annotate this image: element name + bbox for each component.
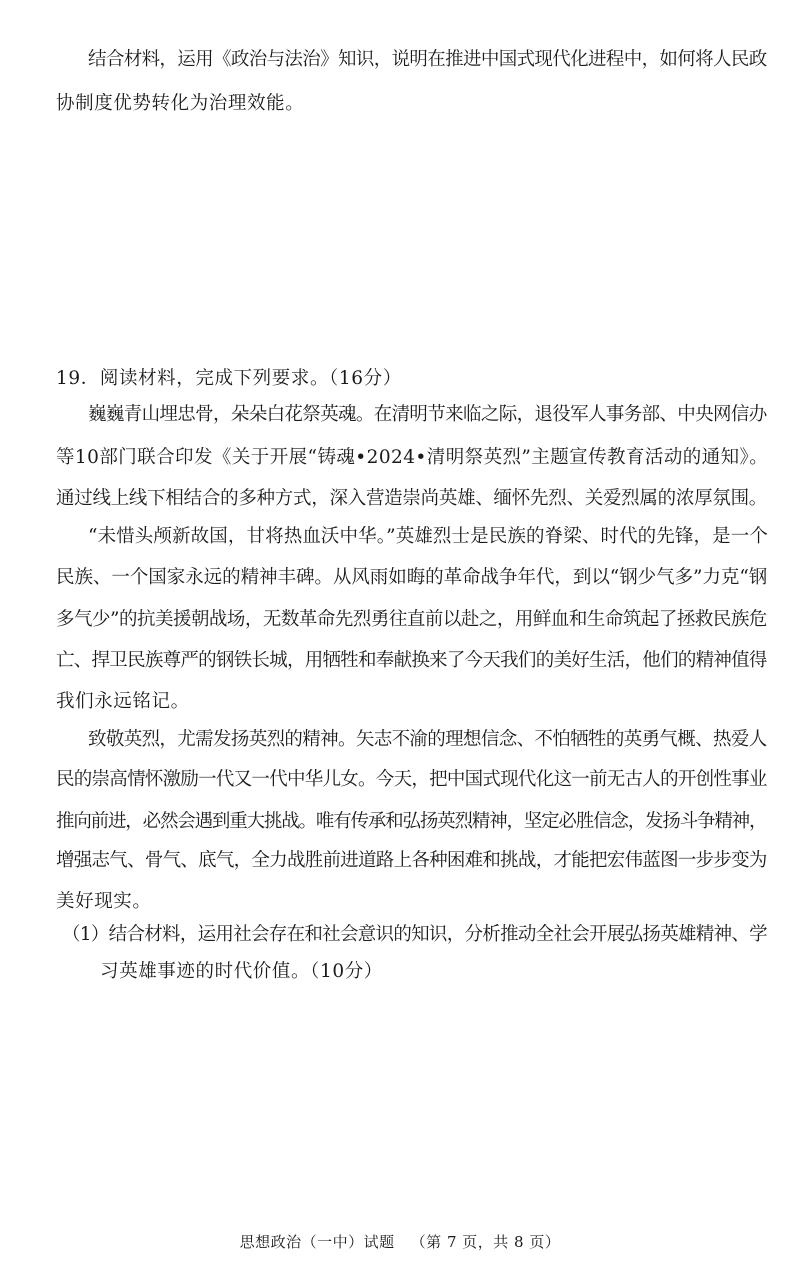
footer-subject: 思想政治（一中）试题 <box>239 1233 395 1251</box>
material-line-1: 巍巍青山埋忠骨，朵朵白花祭英魂。在清明节来临之际，退役军人事务部、中央网信办 <box>88 404 767 425</box>
material-line-2: 等10部门联合印发《关于开展“铸魂•2024•清明祭英烈”主题宣传教育活动的通知》。 <box>56 447 769 468</box>
sub-question-1-line-1: （1）结合材料，运用社会存在和社会意识的知识，分析推动全社会开展弘扬英雄精神、学 <box>62 924 767 945</box>
prev-question-line-1: 结合材料，运用《政治与法治》知识，说明在推进中国式现代化进程中，如何将人民政 <box>88 49 767 70</box>
material-line-8: 我们永远铭记。 <box>56 691 190 712</box>
material-line-7: 亡、捍卫民族尊严的钢铁长城，用牺牲和奉献换来了今天我们的美好生活，他们的精神值得 <box>56 650 767 671</box>
material-line-12: 增强志气、骨气、底气，全力战胜前进道路上各种困难和挑战，才能把宏伟蓝图一步步变为 <box>56 850 767 871</box>
material-line-5: 民族、一个国家永远的精神丰碑。从风雨如晦的革命战争年代，到以“钢少气多”力克“钢 <box>56 567 768 588</box>
footer-page-number: （第 7 页，共 8 页） <box>410 1233 561 1251</box>
material-line-3: 通过线上线下相结合的多种方式，深入营造崇尚英雄、缅怀先烈、关爱烈属的浓厚氛围。 <box>56 488 768 509</box>
material-line-9: 致敬英烈，尤需发扬英烈的精神。矢志不渝的理想信念、不怕牺牲的英勇气概、热爱人 <box>88 729 767 750</box>
material-line-13: 美好现实。 <box>56 891 152 912</box>
material-line-6: 多气少”的抗美援朝战场，无数革命先烈勇往直前以赴之，用鲜血和生命筑起了拯救民族危 <box>56 609 767 630</box>
question-19-header: 19．阅读材料，完成下列要求。（16分） <box>56 368 402 389</box>
material-line-4: “未惜头颅新故国，甘将热血沃中华。”英雄烈士是民族的脊梁、时代的先锋，是一个 <box>88 526 768 547</box>
page-footer <box>0 1232 800 1252</box>
sub-question-1-line-2: 习英雄事迹的时代价值。（10分） <box>100 961 383 982</box>
material-line-10: 民的崇高情怀激励一代又一代中华儿女。今天，把中国式现代化这一前无古人的开创性事业 <box>56 769 767 790</box>
material-line-11: 推向前进，必然会遇到重大挑战。唯有传承和弘扬英烈精神，坚定必胜信念，发扬斗争精神， <box>56 811 767 832</box>
prev-question-line-2: 协制度优势转化为治理效能。 <box>56 93 305 114</box>
